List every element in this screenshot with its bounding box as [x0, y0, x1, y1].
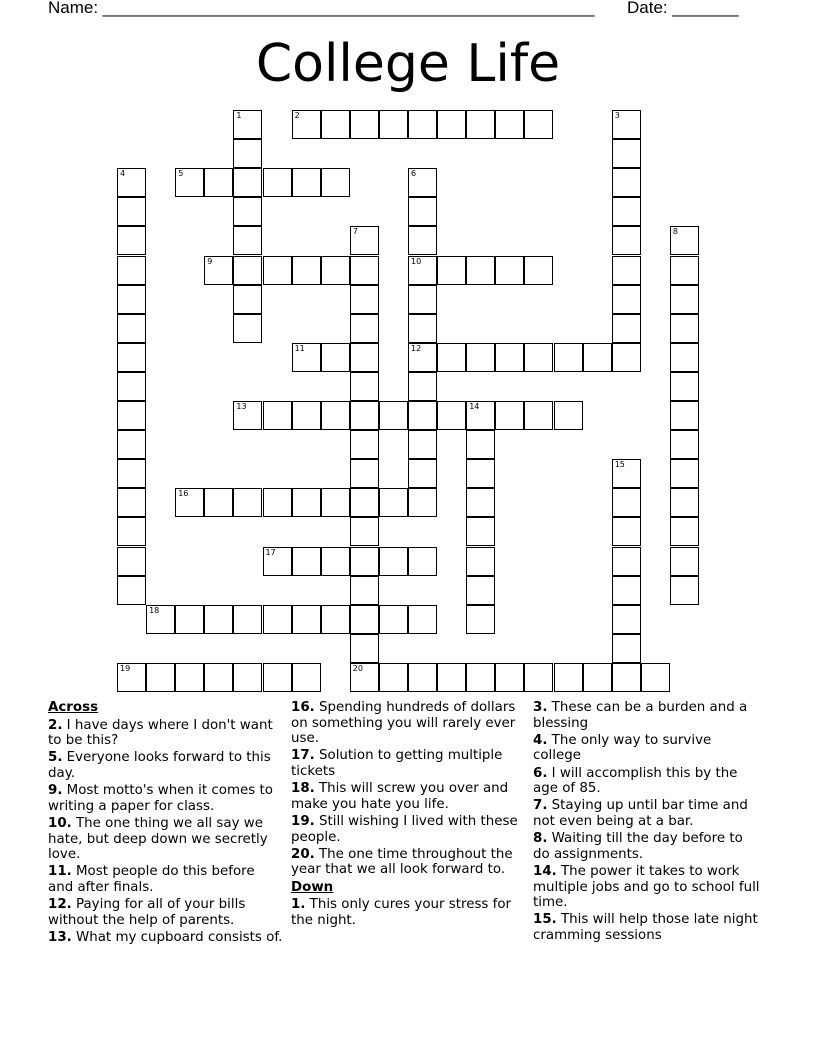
crossword-cell[interactable]	[612, 168, 641, 197]
page-title: College Life	[255, 34, 561, 94]
crossword-cell[interactable]	[146, 663, 175, 692]
clue-number: 3	[614, 111, 620, 120]
crossword-cell[interactable]	[379, 488, 408, 517]
down-heading: Down	[291, 879, 334, 895]
crossword-cell[interactable]	[554, 343, 583, 372]
crossword-cell[interactable]	[350, 430, 379, 459]
crossword-cell[interactable]	[292, 401, 321, 430]
crossword-cell[interactable]	[233, 605, 262, 634]
crossword-cell[interactable]	[350, 372, 379, 401]
crossword-cell[interactable]	[466, 663, 495, 692]
crossword-cell[interactable]	[292, 605, 321, 634]
crossword-cell[interactable]	[350, 401, 379, 430]
across-clue: 2. I have days where I don't want to be this?	[48, 717, 273, 749]
crossword-cell[interactable]	[670, 343, 699, 372]
crossword-cell[interactable]	[670, 256, 699, 285]
crossword-cell[interactable]	[554, 663, 583, 692]
crossword-cell[interactable]	[466, 343, 495, 372]
down-clue: 8. Waiting till the day before to do assignments.	[533, 831, 743, 862]
crossword-cell[interactable]	[495, 110, 524, 139]
crossword-cell[interactable]	[233, 663, 262, 692]
across-clue: 11. Most people do this before and after finals.	[48, 864, 255, 895]
crossword-cell[interactable]	[437, 256, 466, 285]
crossword-cell[interactable]	[117, 226, 146, 255]
crossword-cell[interactable]	[670, 430, 699, 459]
clue-number: 5	[178, 169, 184, 179]
crossword-cell[interactable]	[175, 168, 204, 197]
crossword-cell[interactable]	[233, 285, 262, 314]
crossword-cell[interactable]	[612, 314, 641, 343]
down-clue: 15. This will help those late night cramming sessions	[533, 912, 758, 943]
crossword-cell[interactable]	[263, 488, 292, 517]
crossword-cell[interactable]	[292, 256, 321, 285]
across-clue: 9. Most motto's when it comes to writing a paper for class.	[48, 783, 273, 814]
crossword-cell[interactable]	[117, 430, 146, 459]
crossword-cell[interactable]	[583, 343, 612, 372]
crossword-cell[interactable]	[233, 226, 262, 255]
crossword-cell[interactable]	[379, 401, 408, 430]
down-clue: 6. I will accomplish this by the age of 85.	[533, 765, 738, 797]
crossword-cell[interactable]	[175, 605, 204, 634]
crossword-cell[interactable]	[408, 285, 437, 314]
crossword-cell[interactable]	[146, 605, 175, 634]
crossword-cell[interactable]	[350, 343, 379, 372]
crossword-cell[interactable]	[321, 110, 350, 139]
crossword-cell[interactable]	[350, 226, 379, 255]
crossword-cell[interactable]	[612, 197, 641, 226]
crossword-cell[interactable]	[350, 634, 379, 663]
crossword-cell[interactable]	[292, 168, 321, 197]
clue-number: 13	[236, 402, 247, 411]
crossword-cell[interactable]	[670, 488, 699, 517]
down-clue: 7. Staying up until bar time and not even being at a bar.	[533, 798, 748, 829]
crossword-cell[interactable]	[233, 197, 262, 226]
crossword-cell[interactable]	[350, 576, 379, 605]
crossword-cell[interactable]	[670, 547, 699, 576]
clue-number: 7	[352, 227, 358, 237]
crossword-cell[interactable]	[524, 110, 553, 139]
crossword-cell[interactable]	[670, 285, 699, 314]
crossword-cell[interactable]	[408, 168, 437, 197]
crossword-cell[interactable]	[408, 605, 437, 634]
crossword-cell[interactable]	[292, 663, 321, 692]
crossword-cell[interactable]	[233, 401, 262, 430]
crossword-cell[interactable]	[321, 547, 350, 576]
crossword-cell[interactable]	[379, 663, 408, 692]
crossword-cell[interactable]	[117, 314, 146, 343]
crossword-cell[interactable]	[408, 256, 437, 285]
crossword-cell[interactable]	[117, 372, 146, 401]
crossword-cell[interactable]	[292, 488, 321, 517]
crossword-cell[interactable]	[350, 517, 379, 546]
crossword-cell[interactable]	[292, 547, 321, 576]
crossword-cell[interactable]	[612, 605, 641, 634]
crossword-cell[interactable]	[437, 663, 466, 692]
crossword-cell[interactable]	[263, 168, 292, 197]
crossword-cell[interactable]	[408, 430, 437, 459]
crossword-cell[interactable]	[437, 401, 466, 430]
crossword-cell[interactable]	[117, 517, 146, 546]
down-clue: 4. The only way to survive college	[533, 732, 712, 764]
crossword-cell[interactable]	[670, 226, 699, 255]
crossword-cell[interactable]	[408, 372, 437, 401]
crossword-cell[interactable]	[117, 401, 146, 430]
crossword-cell[interactable]	[524, 256, 553, 285]
crossword-cell[interactable]	[379, 547, 408, 576]
crossword-cell[interactable]	[204, 256, 233, 285]
crossword-cell[interactable]	[612, 226, 641, 255]
crossword-cell[interactable]	[612, 547, 641, 576]
down-clue: 3. These can be a burden and a blessing	[533, 700, 748, 731]
clue-number: 8	[672, 227, 678, 237]
crossword-cell[interactable]	[437, 343, 466, 372]
crossword-cell[interactable]	[117, 256, 146, 285]
clue-column-2	[291, 700, 527, 930]
crossword-cell[interactable]	[379, 110, 408, 139]
crossword-cell[interactable]	[524, 663, 553, 692]
crossword-cell[interactable]	[117, 488, 146, 517]
crossword-cell[interactable]	[554, 401, 583, 430]
crossword-cell[interactable]	[263, 547, 292, 576]
crossword-cell[interactable]	[612, 256, 641, 285]
crossword-cell[interactable]	[321, 401, 350, 430]
crossword-cell[interactable]	[408, 459, 437, 488]
crossword-cell[interactable]	[408, 547, 437, 576]
clue-number: 6	[411, 169, 417, 179]
crossword-cell[interactable]	[524, 401, 553, 430]
clue-number: 2	[294, 111, 300, 120]
clue-number: 9	[207, 256, 213, 266]
crossword-cell[interactable]	[117, 459, 146, 488]
crossword-cell[interactable]	[670, 314, 699, 343]
down-clue: 1. This only cures your stress for the night.	[291, 897, 512, 928]
crossword-cell[interactable]	[292, 110, 321, 139]
crossword-cell[interactable]	[408, 343, 437, 372]
crossword-cell[interactable]	[350, 256, 379, 285]
crossword-cell[interactable]	[350, 663, 379, 692]
crossword-cell[interactable]	[321, 343, 350, 372]
crossword-cell[interactable]	[292, 343, 321, 372]
crossword-cell[interactable]	[263, 256, 292, 285]
crossword-cell[interactable]	[583, 663, 612, 692]
crossword-cell[interactable]	[466, 547, 495, 576]
crossword-cell[interactable]	[670, 459, 699, 488]
crossword-cell[interactable]	[350, 605, 379, 634]
crossword-cell[interactable]	[117, 343, 146, 372]
across-clue: 19. Still wishing I lived with these people.	[291, 813, 518, 845]
across-clue: 10. The one thing we all say we hate, but deep down we secretly love.	[48, 815, 268, 863]
name-field: Name: ____________________________________________________	[48, 0, 595, 17]
date-field: Date: _______	[627, 0, 739, 17]
crossword-cell[interactable]	[408, 110, 437, 139]
across-clue: 13. What my cupboard consists of.	[48, 929, 283, 945]
crossword-cell[interactable]	[612, 285, 641, 314]
crossword-cell[interactable]	[466, 576, 495, 605]
crossword-cell[interactable]	[612, 139, 641, 168]
crossword-cell[interactable]	[495, 256, 524, 285]
crossword-cell[interactable]	[495, 663, 524, 692]
crossword-cell[interactable]	[466, 110, 495, 139]
crossword-cell[interactable]	[117, 285, 146, 314]
crossword-cell[interactable]	[408, 314, 437, 343]
crossword-cell[interactable]	[670, 372, 699, 401]
crossword-cell[interactable]	[350, 314, 379, 343]
down-clue: 14. The power it takes to work multiple jobs and go to school full time.	[533, 863, 760, 911]
crossword-cell[interactable]	[117, 663, 146, 692]
across-clue: 20. The one time throughout the year that we all look forward to.	[291, 846, 513, 878]
crossword-cell[interactable]	[263, 605, 292, 634]
crossword-cell[interactable]	[321, 168, 350, 197]
crossword-cell[interactable]	[612, 110, 641, 139]
across-clue: 12. Paying for all of your bills without the help of parents.	[48, 897, 246, 928]
crossword-cell[interactable]	[350, 488, 379, 517]
clue-number: 20	[352, 663, 363, 673]
crossword-cell[interactable]	[233, 168, 262, 197]
crossword-cell[interactable]	[350, 547, 379, 576]
clue-number: 4	[120, 169, 126, 179]
crossword-cell[interactable]	[117, 197, 146, 226]
crossword-cell[interactable]	[117, 168, 146, 197]
clue-number: 10	[411, 256, 422, 266]
crossword-cell[interactable]	[321, 256, 350, 285]
clue-number: 17	[265, 547, 276, 557]
crossword-cell[interactable]	[466, 256, 495, 285]
crossword-cell[interactable]	[117, 547, 146, 576]
crossword-cell[interactable]	[408, 663, 437, 692]
crossword-cell[interactable]	[233, 256, 262, 285]
crossword-cell[interactable]	[204, 168, 233, 197]
across-heading: Across	[48, 700, 99, 715]
clue-number: 14	[469, 402, 480, 411]
crossword-cell[interactable]	[408, 488, 437, 517]
crossword-cell[interactable]	[350, 110, 379, 139]
crossword-cell[interactable]	[495, 401, 524, 430]
crossword-cell[interactable]	[263, 663, 292, 692]
crossword-cell[interactable]	[321, 605, 350, 634]
crossword-cell[interactable]	[408, 197, 437, 226]
crossword-cell[interactable]	[408, 226, 437, 255]
clue-number: 1	[236, 111, 242, 120]
crossword-cell[interactable]	[612, 517, 641, 546]
clue-number: 16	[178, 489, 189, 499]
crossword-cell[interactable]	[670, 576, 699, 605]
crossword-cell[interactable]	[466, 488, 495, 517]
across-clue: 16. Spending hundreds of dollars on something you will rarely ever use.	[291, 700, 516, 747]
crossword-cell[interactable]	[612, 459, 641, 488]
clue-column-1	[48, 700, 284, 947]
crossword-cell[interactable]	[612, 576, 641, 605]
crossword-cell[interactable]	[437, 110, 466, 139]
crossword-cell[interactable]	[204, 488, 233, 517]
crossword-cell[interactable]	[175, 488, 204, 517]
crossword-cell[interactable]	[612, 663, 641, 692]
across-clue: 18. This will screw you over and make you hate you life.	[291, 781, 509, 812]
clue-column-3	[533, 700, 763, 945]
crossword-cell[interactable]	[117, 576, 146, 605]
crossword-cell[interactable]	[233, 314, 262, 343]
crossword-cell[interactable]	[524, 343, 553, 372]
crossword-cell[interactable]	[466, 401, 495, 430]
crossword-cell[interactable]	[670, 401, 699, 430]
crossword-cell[interactable]	[233, 139, 262, 168]
crossword-cell[interactable]	[204, 605, 233, 634]
crossword-cell[interactable]	[641, 663, 670, 692]
crossword-cell[interactable]	[408, 401, 437, 430]
crossword-cell[interactable]	[263, 401, 292, 430]
clue-number: 11	[294, 343, 305, 353]
crossword-cell[interactable]	[612, 634, 641, 663]
crossword-cell[interactable]	[495, 343, 524, 372]
crossword-cell[interactable]	[466, 605, 495, 634]
crossword-cell[interactable]	[670, 517, 699, 546]
clue-number: 12	[411, 343, 422, 353]
clue-number: 18	[149, 605, 160, 615]
crossword-cell[interactable]	[612, 488, 641, 517]
across-clue: 5. Everyone looks forward to this day.	[48, 750, 271, 781]
clue-number: 15	[614, 460, 625, 470]
crossword-cell[interactable]	[350, 285, 379, 314]
clue-number: 19	[120, 663, 131, 673]
crossword-cell[interactable]	[321, 488, 350, 517]
crossword-cell[interactable]	[175, 663, 204, 692]
crossword-cell[interactable]	[466, 517, 495, 546]
crossword-cell[interactable]	[466, 459, 495, 488]
crossword-cell[interactable]	[233, 488, 262, 517]
crossword-cell[interactable]	[379, 605, 408, 634]
crossword-cell[interactable]	[233, 110, 262, 139]
crossword-cell[interactable]	[350, 459, 379, 488]
crossword-cell[interactable]	[612, 343, 641, 372]
crossword-cell[interactable]	[466, 430, 495, 459]
crossword-cell[interactable]	[204, 663, 233, 692]
across-clue: 17. Solution to getting multiple tickets	[291, 748, 503, 779]
